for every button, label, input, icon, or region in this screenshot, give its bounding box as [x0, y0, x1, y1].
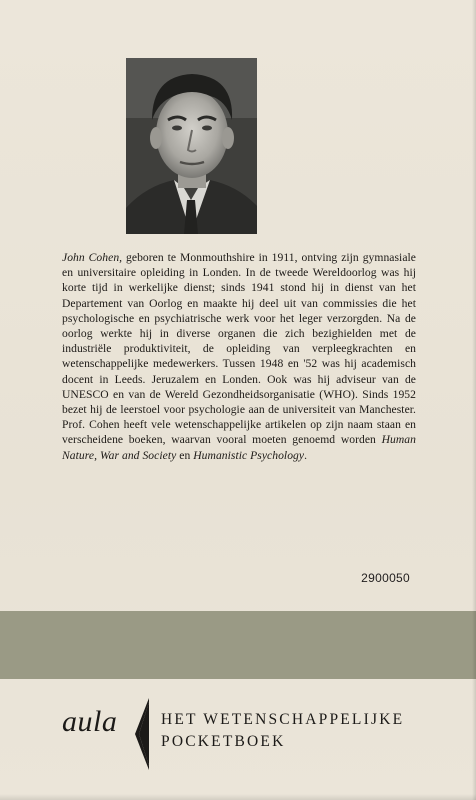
series-line: HET WETENSCHAPPELIJKE: [161, 711, 405, 728]
book-title: Human Nature, War and Society: [62, 433, 416, 462]
book-title: Humanistic Psychology: [193, 448, 305, 462]
biography-text: en: [176, 448, 194, 462]
publisher-logo: aula: [62, 705, 118, 738]
series-name: [161, 709, 404, 753]
chevron-left-icon: [133, 698, 151, 770]
cover-edge-shadow: [0, 794, 476, 800]
cover-edge-shadow: [472, 0, 476, 800]
author-portrait: [126, 58, 257, 234]
color-band: [0, 611, 476, 679]
series-line: POCKETBOEK: [161, 733, 286, 750]
author-biography: [62, 250, 416, 463]
author-portrait-photo: [126, 58, 257, 234]
biography-paragraph: [62, 250, 416, 463]
biography-text: .: [304, 448, 308, 462]
catalog-number: 2900050: [361, 571, 410, 585]
author-name: John Cohen,: [62, 251, 123, 264]
biography-text: geboren te Monmouthshire in 1911, ontving zijn gymnasiale en universitaire opleiding in Londen. In de tweede Wereldoorlog was hij korte tijd in werkelijke dienst; sinds 1941 stond hij in dienst van het Departement van Oorlog en maakte hij deel uit van commissies die het psychologische en psychiatrische werk voor het leger verzorgden. Na de oorlog werkte hij in diverse organen die zich bezighielden met de industriële produktiviteit, de opleiding van verpleegkrachten en wetenschappelijke medewerkers. Tussen 1948 en '52 was hij academisch docent in Leeds. Jeruzalem en Londen. Ook was hij adviseur van de UNESCO en van de Wereld Gezondheidsorganisatie (WHO). Sinds 1952 bezet hij de leerstoel voor psychologie aan de universiteit van Manchester. Prof. Cohen heeft vele wetenschappelijke artikelen op zijn naam staan en verscheidene boeken, waarvan vooral moeten genoemd worden: [62, 251, 416, 447]
